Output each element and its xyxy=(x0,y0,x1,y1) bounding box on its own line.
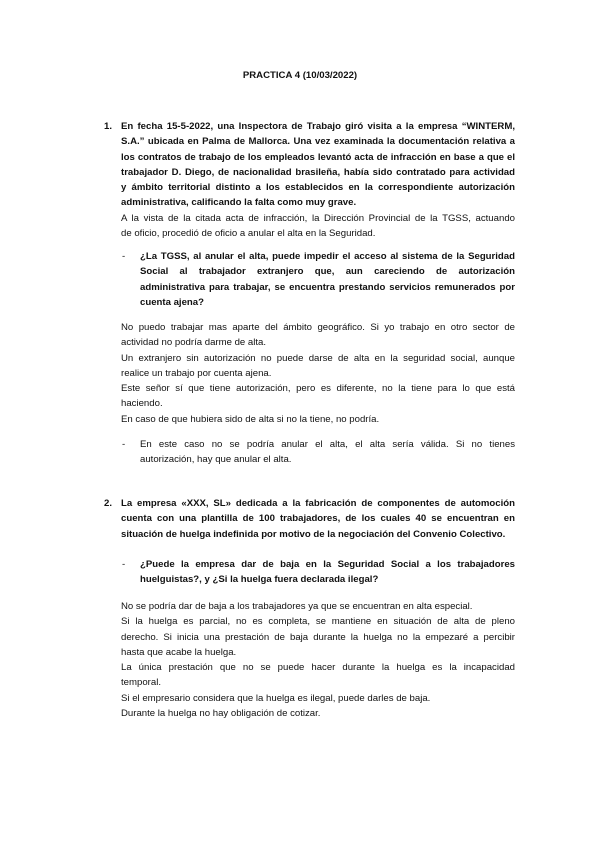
q1-line: administrativa, calificando la falta como muy grave. xyxy=(121,197,357,209)
q1-answer-line: En caso de que hubiera sido de alta si no la tiene, no podría. xyxy=(121,413,380,425)
q2-answer-line: derecho. Si inicia una prestación de baja durante la huelga no la empezaré a percibir xyxy=(121,631,515,643)
q1-line: En fecha 15-5-2022, una Inspectora de Trabajo giró visita a la empresa “WINTERM, xyxy=(121,121,515,132)
question-1-answer xyxy=(121,320,515,427)
question-2-statement xyxy=(121,496,515,542)
question-2-answer xyxy=(121,599,515,721)
question-1-statement xyxy=(121,119,515,211)
q2-answer-line: La única prestación que no se puede hacer durante la huelga es la incapacidad xyxy=(121,662,515,674)
q1-line: trabajador D. Diego, de nacionalidad brasileña, había sido contratado para actividad xyxy=(121,166,515,178)
q2-answer-line: No se podría dar de baja a los trabajadores ya que se encuentran en alta especial. xyxy=(121,601,473,612)
question-1-context xyxy=(121,211,515,242)
q1-line: los contratos de trabajo de los empleados levantó acta de infracción en base a que el xyxy=(121,151,515,163)
q1-prompt-line: ¿La TGSS, al anular el alta, puede impedir el acceso al sistema de la Seguridad xyxy=(140,251,515,262)
q1-line: y ámbito territorial distinto a los establecidos en la correspondiente autorización xyxy=(121,182,515,194)
q1-answer-line: Este señor sí que tiene autorización, pero es diferente, no la tiene para lo que está xyxy=(121,383,515,395)
q1-prompt-line: administrativa para trabajar, se encuentra prestando servicios remunerados por xyxy=(140,281,515,293)
q2-answer-line: Durante la huelga no hay obligación de cotizar. xyxy=(121,708,321,720)
q1-answer-line: actividad no podría darme de alta. xyxy=(121,337,267,349)
q2-line: situación de huelga indefinida por motivo de la negociación del Convenio Colectivo. xyxy=(121,528,506,540)
q1-prompt-line: cuenta ajena? xyxy=(140,296,204,308)
q2-answer-line: Si la huelga es parcial, no es completa, se mantiene en situación de alta de pleno xyxy=(121,616,515,628)
q2-line: cuenta con una plantilla de 100 trabajadores, de los cuales 40 se encuentran en xyxy=(121,513,515,525)
q2-prompt-line: huelguistas?, y ¿Si la huelga fuera declarada ilegal? xyxy=(140,574,379,586)
q1-context-line: A la vista de la citada acta de infracción, la Dirección Provincial de la TGSS, actuando xyxy=(121,213,515,224)
q2-line: La empresa «XXX, SL» dedicada a la fabricación de componentes de automoción xyxy=(121,498,515,509)
q1-question-dash: - xyxy=(122,251,126,262)
q1-answer-line: haciendo. xyxy=(121,398,163,410)
q1-answer-line: No puedo trabajar mas aparte del ámbito geográfico. Si yo trabajo en otro sector de xyxy=(121,322,515,333)
q1-answer-line: realice un trabajo por cuenta ajena. xyxy=(121,367,272,379)
page-title: PRACTICA 4 (10/03/2022) xyxy=(242,70,358,81)
q2-prompt-line: ¿Puede la empresa dar de baja en la Seguridad Social a los trabajadores xyxy=(140,559,515,570)
q1-answer2-dash: - xyxy=(122,439,126,450)
q2-question-dash: - xyxy=(122,559,126,570)
question-1-number: 1. xyxy=(104,121,113,132)
question-2-prompt xyxy=(140,557,515,588)
q2-answer-line: hasta que acabe la huelga. xyxy=(121,646,237,658)
question-1-prompt xyxy=(140,249,515,310)
q1-line: S.A.” ubicada en Palma de Mallorca. Una vez examinada la documentación relativa a xyxy=(121,136,515,148)
q2-answer-line: Si el empresario considera que la huelga es ilegal, puede darles de baja. xyxy=(121,692,431,704)
q1-answer-line: Un extranjero sin autorización no puede darse de alta en la seguridad social, aunque xyxy=(121,352,515,364)
q1-answer2-line: En este caso no se podría anular el alta, el alta sería válida. Si no tienes xyxy=(140,439,515,450)
q1-answer2-line: autorización, hay que anular el alta. xyxy=(140,454,292,466)
q2-answer-line: temporal. xyxy=(121,677,161,689)
q1-context-line: de oficio, procedió de oficio a anular el alta en la Seguridad. xyxy=(121,228,376,240)
question-1-answer-2 xyxy=(140,437,515,468)
question-2-number: 2. xyxy=(104,498,113,509)
q1-prompt-line: Social al trabajador extranjero que, aun careciendo de autorización xyxy=(140,266,515,278)
